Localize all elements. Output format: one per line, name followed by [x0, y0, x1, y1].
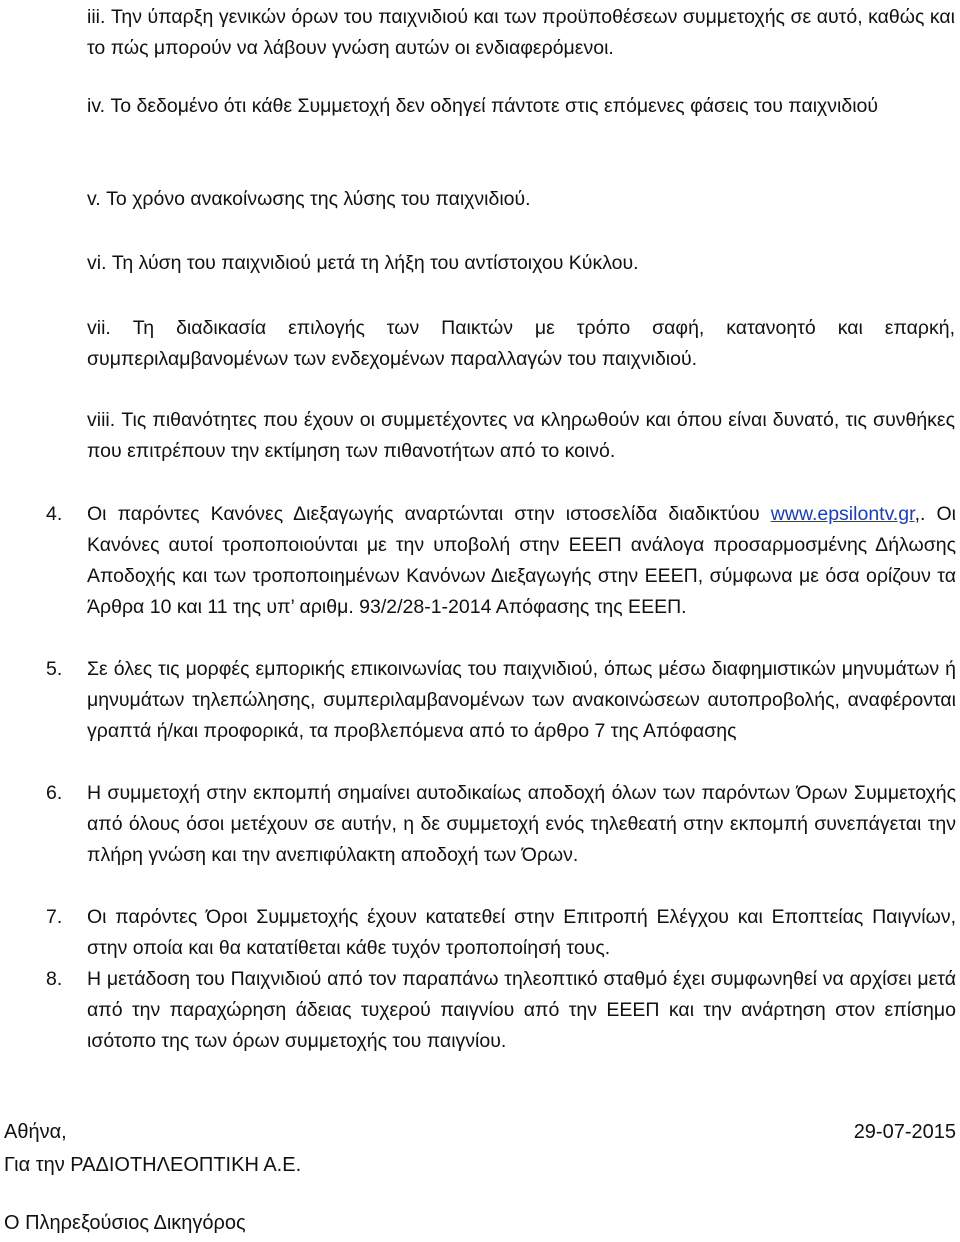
footer-place-date [4, 1117, 956, 1147]
list-item-v [87, 184, 955, 215]
item-marker: vii. [87, 317, 111, 339]
list-item-iv [87, 91, 955, 122]
item-text: Οι παρόντες Κανόνες Διεξαγωγής αναρτώνται στην ιστοσελίδα διαδικτύου [87, 503, 771, 525]
footer-date: 29-07-2015 [853, 1121, 956, 1143]
item-number: 4. [46, 503, 63, 525]
website-link[interactable]: www.epsilontv.gr [770, 503, 915, 525]
item-number: 8. [46, 968, 63, 990]
item-text: Την ύπαρξη γενικών όρων του παιχνιδιού και των προϋποθέσεων συμμετοχής σε αυτό, καθώς και το πώς μπορούν να λάβουν γνώση αυτών οι ενδιαφερόμενοι. [87, 6, 955, 59]
item-text: Τη λύση του παιχνιδιού μετά τη λήξη του αντίστοιχου Κύκλου. [111, 252, 639, 274]
item-text: Το χρόνο ανακοίνωσης της λύσης του παιχνιδιού. [106, 188, 531, 210]
numbered-item-6 [46, 778, 956, 871]
list-item-viii [87, 405, 955, 467]
footer-place: Αθήνα, [4, 1121, 67, 1143]
item-marker: v. [87, 188, 101, 210]
list-item-vii [87, 313, 955, 375]
item-text: Η μετάδοση του Παιχνιδιού από τον παραπάνω τηλεοπτικό σταθμό έχει συμφωνηθεί να αρχίσει μετά από την παραχώρηση άδειας τυχερού παιγνίου από την ΕΕΕΠ και την ανάρτηση στον επίσημο ισότοπο της των όρων συμμετοχής του παιγνίου. [87, 968, 956, 1052]
item-text: Τη διαδικασία επιλογής των Παικτών με τρόπο σαφή, κατανοητό και επαρκή, συμπεριλαμβανομένων των ενδεχομένων παραλλαγών του παιχνιδιού. [87, 317, 956, 370]
numbered-item-8 [46, 964, 956, 1057]
item-number: 6. [46, 782, 63, 804]
item-marker: vi. [87, 252, 107, 274]
item-text: Η συμμετοχή στην εκπομπή σημαίνει αυτοδικαίως αποδοχή όλων των παρόντων Όρων Συμμετοχής από όλους όσοι μετέχουν σε αυτήν, η δε συμμετοχή ενός τηλεθεατή στην εκπομπή συνεπάγεται την πλήρη γνώση και την ανεπιφύλακτη αποδοχή των Όρων. [87, 782, 956, 866]
item-marker: viii. [87, 409, 116, 431]
item-marker: iii. [87, 6, 106, 28]
item-number: 7. [46, 906, 63, 928]
item-text: Το δεδομένο ότι κάθε Συμμετοχή δεν οδηγεί πάντοτε στις επόμενες φάσεις του παιχνιδιού [110, 95, 879, 117]
item-text: Σε όλες τις μορφές εμπορικής επικοινωνίας του παιχνιδιού, όπως μέσω διαφημιστικών μηνυμάτων ή μηνυμάτων τηλεπώλησης, συμπεριλαμβανομένων των ανακοινώσεων αυτοπροβολής, αναφέρονται γραπτά ή/και προφορικά, τα προβλεπόμενα από το άρθρο 7 της Απόφασης [87, 658, 956, 742]
item-text: Τις πιθανότητες που έχουν οι συμμετέχοντες να κληρωθούν και όπου είναι δυνατό, τις συνθήκες που επιτρέπουν την εκτίμηση των πιθανοτήτων από το κοινό. [87, 409, 956, 462]
item-marker: iv. [87, 95, 106, 117]
numbered-item-7 [46, 902, 956, 964]
list-item-iii [87, 2, 955, 64]
numbered-item-4 [46, 499, 956, 623]
footer-signatory: Ο Πληρεξούσιος Δικηγόρος [4, 1212, 246, 1234]
list-item-vi [87, 248, 955, 279]
footer-company: Για την ΡΑΔΙΟΤΗΛΕΟΠΤΙΚΗ Α.Ε. [4, 1154, 302, 1176]
item-text-continued: ,. Οι Κανόνες αυτοί τροποποιούνται με την υποβολή στην ΕΕΕΠ ανάλογα προσαρμοσμένης Δήλωσης Αποδοχής και των τροποποιημένων Κανόνων Διεξαγωγής στην ΕΕΕΠ, σύμφωνα με όσα ορίζουν τα Άρθρα 10 και 11 της υπ’ αριθμ. 93/2/28-1-2014 Απόφασης της ΕΕΕΠ. [87, 503, 957, 618]
item-body [87, 499, 956, 623]
item-text: Οι παρόντες Όροι Συμμετοχής έχουν κατατεθεί στην Επιτροπή Ελέγχου και Εποπτείας Παιγνίων, στην οποία και θα κατατίθεται κάθε τυχόν τροποποίησή τους. [87, 906, 956, 959]
item-number: 5. [46, 658, 63, 680]
numbered-item-5 [46, 654, 956, 747]
